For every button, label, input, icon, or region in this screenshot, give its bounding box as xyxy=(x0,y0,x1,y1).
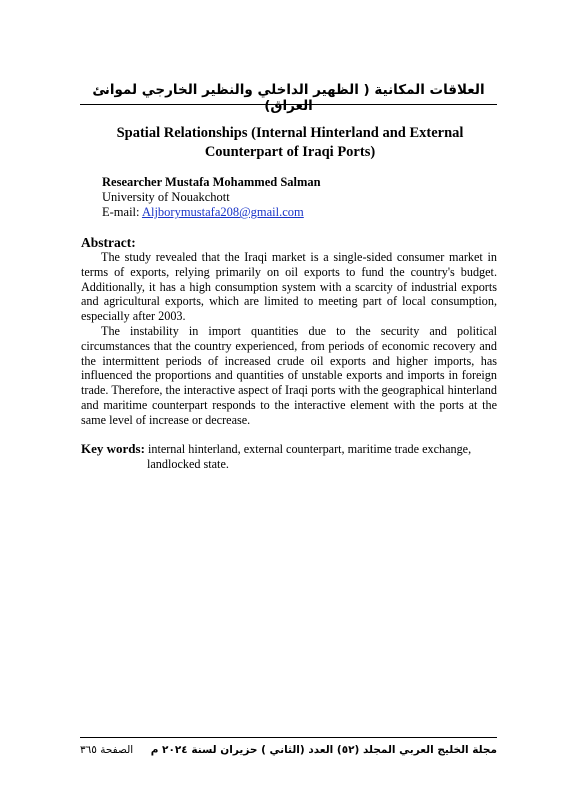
abstract-heading: Abstract: xyxy=(81,235,136,250)
abstract-paragraph: The instability in import quantities due to the security and political circumstances that the country experienced, from periods of economic recovery and the intermittent periods of increased crude oil exports and higher imports, has influenced the proportions and quantities of unstable exports and imports in foreign trade. Therefore, the interactive aspect of Iraqi ports with the geographical hinterland and maritime counterpart responds to the interactive element with the ports at the same level of increase or decrease. xyxy=(81,323,497,427)
article-title: Spatial Relationships (Internal Hinterland and External Counterpart of Iraqi Ports) xyxy=(116,125,464,160)
author-email-line xyxy=(102,205,321,220)
header-divider xyxy=(80,104,497,105)
author-name: Researcher Mustafa Mohammed Salman xyxy=(102,175,321,189)
email-label: E-mail: xyxy=(102,205,142,219)
abstract-body xyxy=(81,250,497,428)
keywords-label: Key words: xyxy=(81,441,145,456)
email-link[interactable]: Aljborymustafa208@gmail.com xyxy=(141,205,304,219)
footer-page-number: الصفحة ٣٦٥ xyxy=(80,744,134,756)
abstract-paragraph: The study revealed that the Iraqi market is a single-sided consumer market in terms of exports, relying primarily on oil exports to fund the country's budget. Additionally, it has a high consumption system with a scarcity of industrial exports and agricultural exports, which are limited to meeting part of local consumption, especially after 2003. xyxy=(81,250,497,324)
keywords xyxy=(81,441,497,472)
author-block xyxy=(102,175,321,220)
footer-divider xyxy=(80,737,497,738)
footer-journal-info: مجلة الخليج العربي المجلد (٥٢) العدد (الثاني ) حزيران لسنة ٢٠٢٤ م xyxy=(150,744,497,756)
keywords-line: landlocked state. xyxy=(147,457,229,471)
author-affiliation: University of Nouakchott xyxy=(102,190,230,204)
keywords-line: internal hinterland, external counterpart, maritime trade exchange, xyxy=(147,442,472,456)
running-header: العلاقات المكانية ( الظهير الداخلي والنظير الخارجي لموانئ العراق) xyxy=(92,82,485,114)
